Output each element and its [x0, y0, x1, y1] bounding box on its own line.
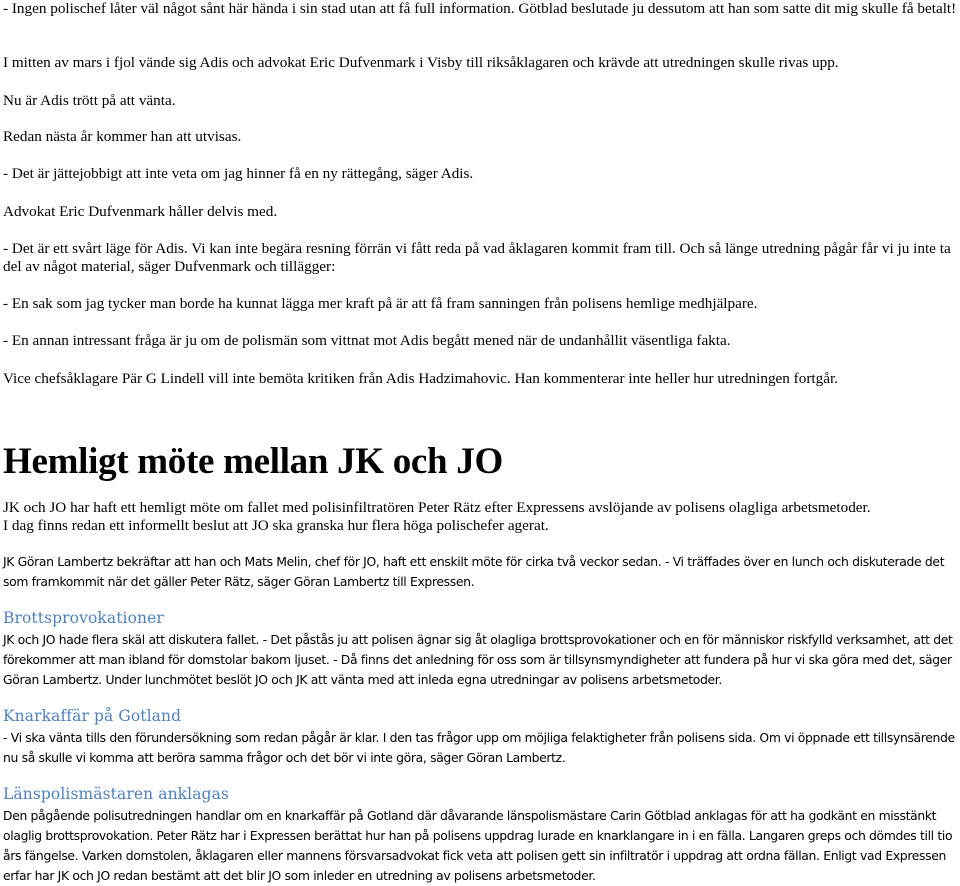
intro-paragraph [3, 499, 871, 535]
paragraph-6: Advokat Eric Dufvenmark håller delvis med. [3, 203, 278, 220]
paragraph-5: - Det är jättejobbigt att inte veta om jag hinner få en ny rättegång, säger Adis. [3, 165, 474, 182]
paragraph-10: Vice chefsåklagare Pär G Lindell vill inte bemöta kritiken från Adis Hadzimahovic. Han kommenterar inte heller hur utredningen fortgår. [3, 370, 838, 387]
paragraph-3: Nu är Adis trött på att vänta. [3, 92, 176, 109]
intro-line-1: JK och JO har haft ett hemligt möte om fallet med polisinfiltratören Peter Rätz efter Expressens avslöjande av polisens olagliga arbetsmetoder. [3, 499, 871, 516]
section-heading-knarkaffar: Knarkaffär på Gotland [3, 707, 182, 725]
paragraph-7: - Det är ett svårt läge för Adis. Vi kan inte begära resning förrän vi fått reda på vad åklagaren kommit fram till. Och så länge utredning pågår får vi ju inte ta del av något material, säger Dufvenmark och tillägger: [3, 240, 951, 275]
paragraph-4: Redan nästa år kommer han att utvisas. [3, 128, 242, 145]
paragraph-9: - En annan intressant fråga är ju om de polismän som vittnat mot Adis begått mened när de undanhållit väsentliga fakta. [3, 332, 731, 349]
section-text-brottsprovokationer: JK och JO hade flera skäl att diskutera fallet. - Det påstås ju att polisen ägnar sig åt olagliga brottsprovokationer och en för människor riskfylld verksamhet, att det förekommer att man ibland för domstolar bakom ljuset. - Då finns det anledning för oss som är tillsynsmyndigheter att fundera på hur vi ska göra med det, säger Göran Lambertz. Under lunchmötet beslöt JO och JK att vänta med att inleda egna utredningar av polisens arbetsmetoder. [3, 632, 953, 687]
paragraph-1: - Ingen polischef låter väl något sånt här hända i sin stad utan att få full information. Götblad beslutade ju dessutom att han som satte dit mig skulle få betalt! [3, 0, 957, 17]
lambertz-paragraph: JK Göran Lambertz bekräftar att han och Mats Melin, chef för JO, haft ett enskilt möte för cirka två veckor sedan. - Vi träffades över en lunch och diskuterade det som framkommit när det gäller Peter Rätz, säger Göran Lambertz till Expressen. [3, 554, 945, 589]
section-text-lanspolismastaren: Den pågående polisutredningen handlar om en knarkaffär på Gotland där dåvarande länspolismästare Carin Götblad anklagas för att ha godkänt en misstänkt olaglig brottsprovokation. Peter Rätz har i Expressen berättat hur han på polisens uppdrag lurade en knarklangare in i en fälla. Langaren greps och dömdes till tio års fängelse. Varken domstolen, åklagaren eller mannens försvarsadvokat fick veta att polisen gett sin infiltratör i uppdrag att ordna fällan. Enligt vad Expressen erfar har JK och JO redan bestämt att det blir JO som inleder en utredning av polisens arbetsmetoder. [3, 808, 953, 883]
intro-line-2: I dag finns redan ett informellt beslut att JO ska granska hur flera höga polischefer agerat. [3, 517, 549, 534]
section-text-knarkaffar: - Vi ska vänta tills den förundersökning som redan pågår är klar. I den tas frågor upp om möjliga felaktigheter från polisens sida. Om vi öppnade ett tillsynsärende nu så skulle vi komma att beröra samma frågor och det bör vi inte göra, säger Göran Lambertz. [3, 730, 955, 765]
section-heading-brottsprovokationer: Brottsprovokationer [3, 609, 164, 627]
paragraph-2: I mitten av mars i fjol vände sig Adis och advokat Eric Dufvenmark i Visby till riksåklagaren och krävde att utredningen skulle rivas upp. [3, 54, 839, 71]
headline: Hemligt möte mellan JK och JO [3, 441, 503, 482]
section-heading-lanspolismastaren: Länspolismästaren anklagas [3, 785, 229, 803]
paragraph-8: - En sak som jag tycker man borde ha kunnat lägga mer kraft på är att få fram sanningen från polisens hemlige medhjälpare. [3, 295, 758, 312]
